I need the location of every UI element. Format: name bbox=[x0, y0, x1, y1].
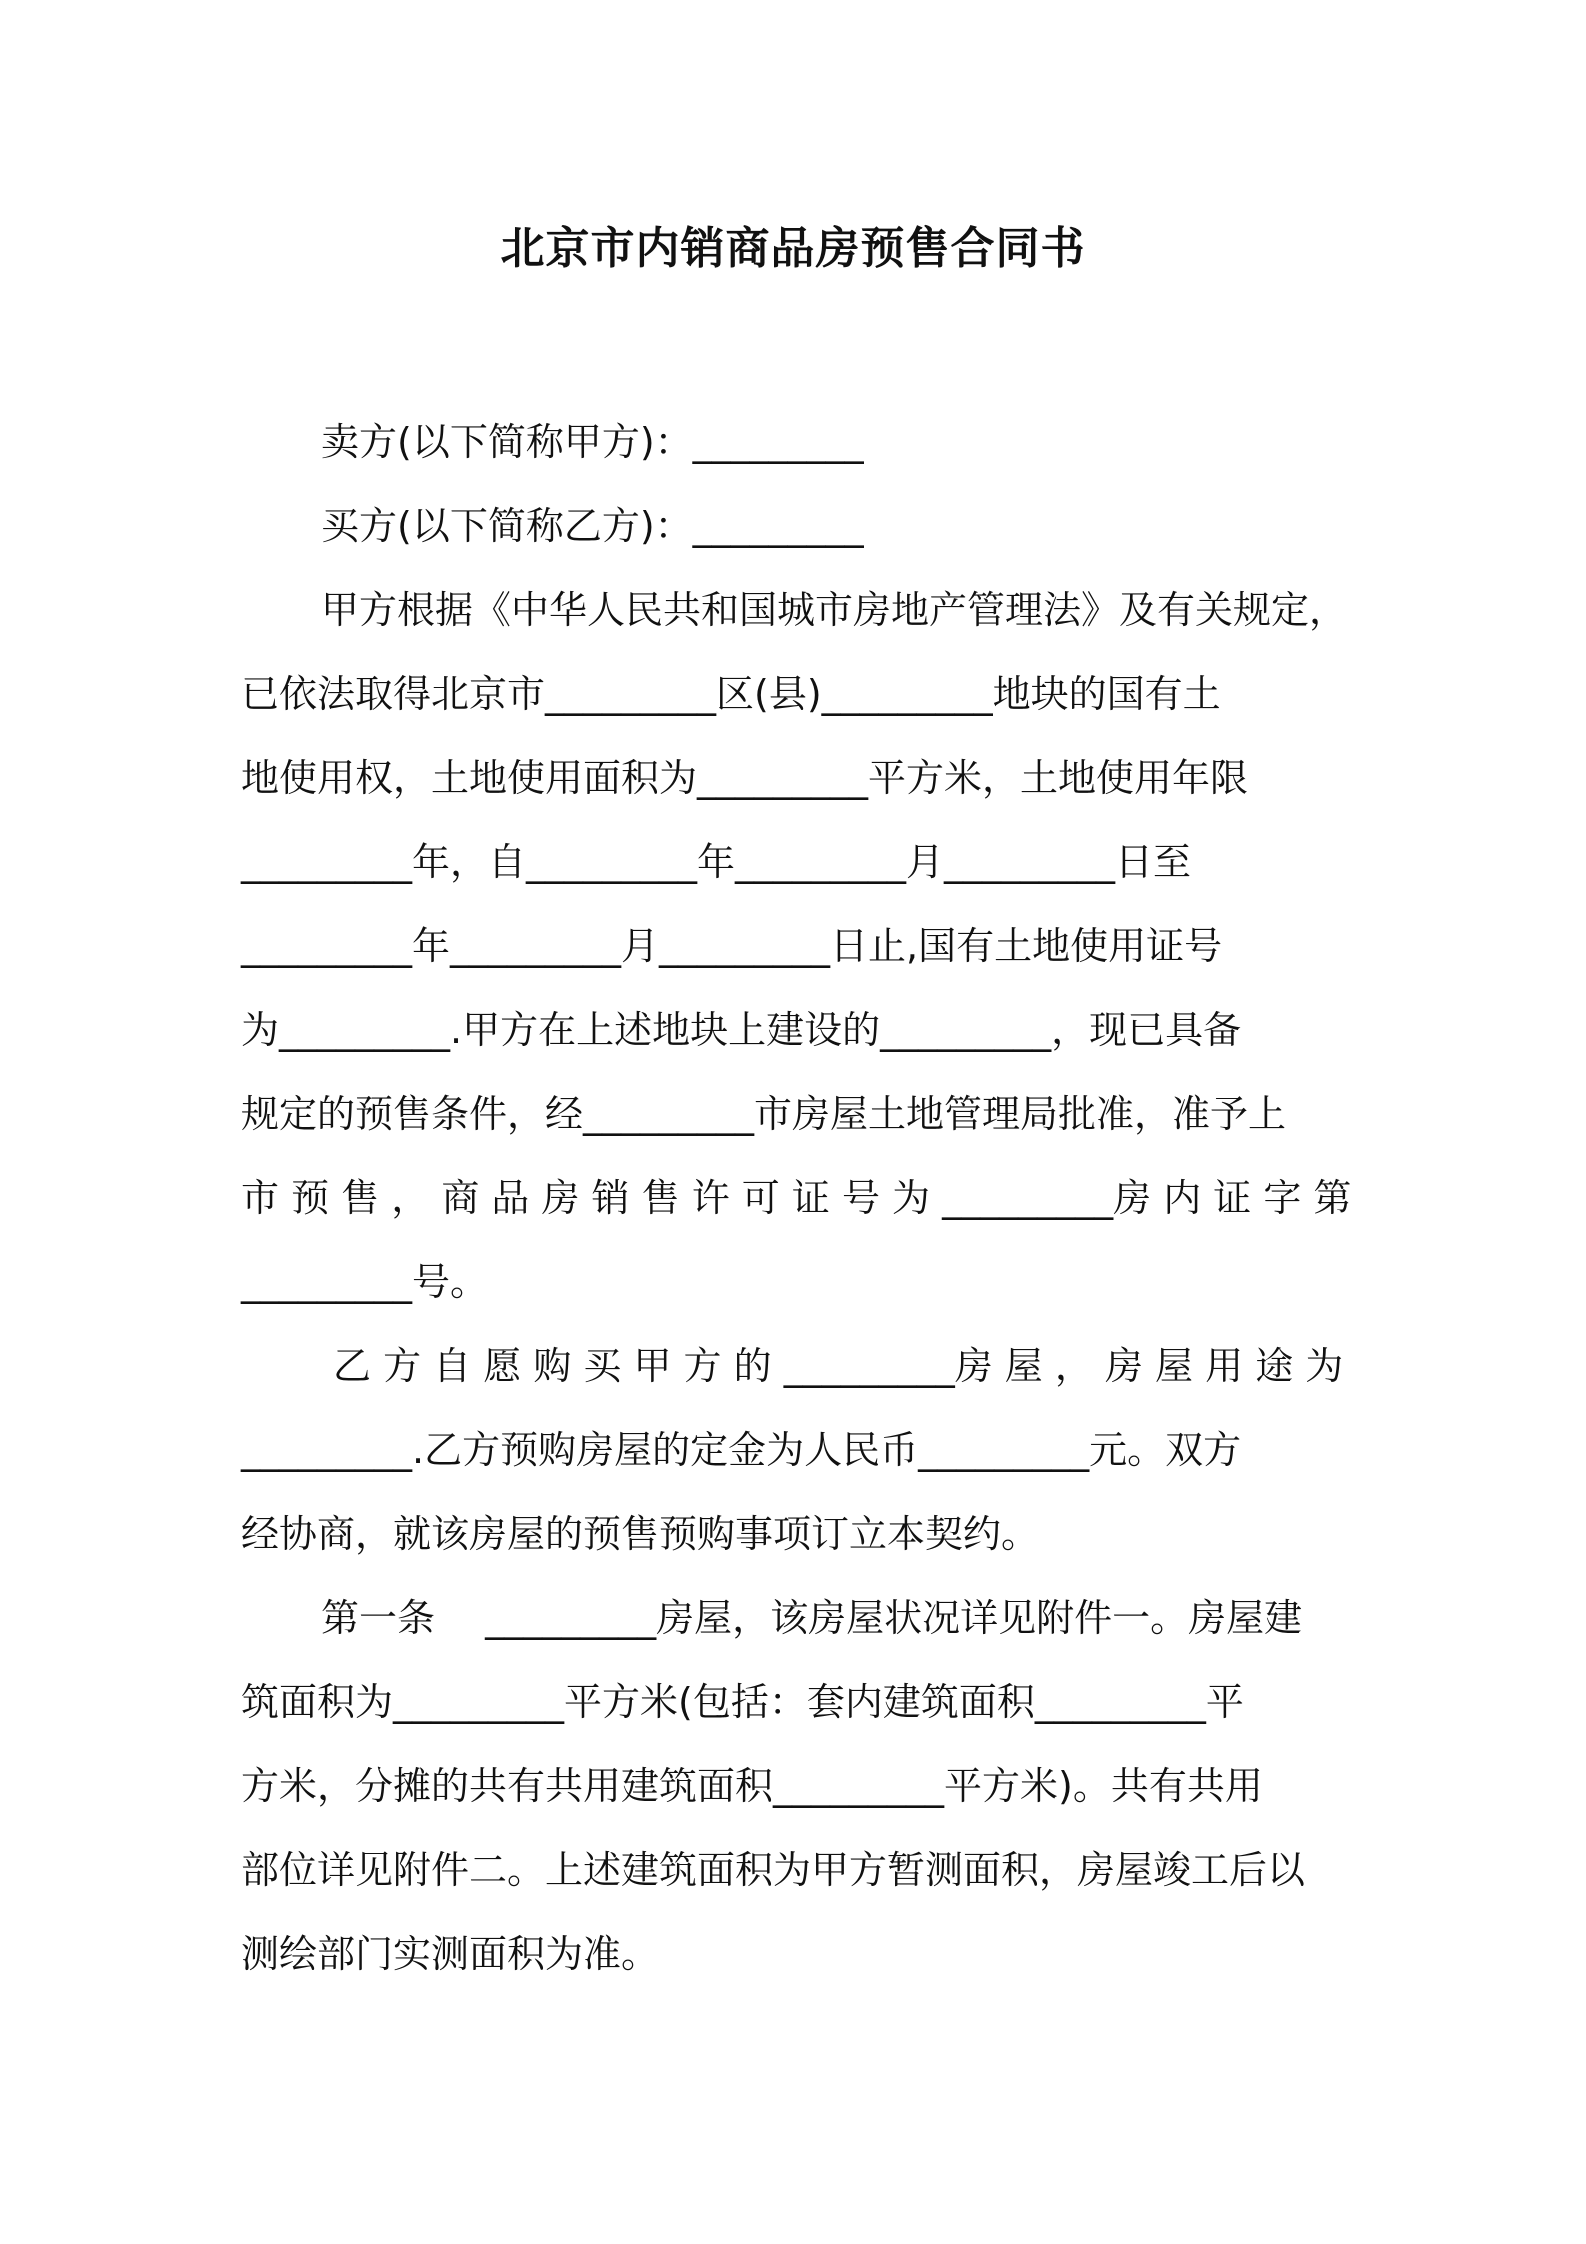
paragraph-line: 规定的预售条件，经_________市房屋土地管理局批准，准予上 bbox=[241, 1092, 1287, 1136]
paragraph-line: 经协商，就该房屋的预售预购事项订立本契约。 bbox=[241, 1512, 1040, 1556]
paragraph-line: 为_________.甲方在上述地块上建设的_________，现已具备 bbox=[241, 1008, 1242, 1052]
seller-line: 卖方(以下简称甲方)：_________ bbox=[321, 420, 864, 464]
paragraph-line: 乙 方 自 愿 购 买 甲 方 的 _________房 屋 ， 房 屋 用 途 为 bbox=[333, 1344, 1344, 1388]
buyer-line: 买方(以下简称乙方)：_________ bbox=[321, 504, 864, 548]
paragraph-line: 已依法取得北京市_________区(县)_________地块的国有土 bbox=[241, 672, 1221, 716]
paragraph-line: _________年，自_________年_________月_________日至 bbox=[241, 840, 1192, 884]
paragraph-line: 市 预 售 ， 商 品 房 销 售 许 可 证 号 为 _________房 内 证 字 第 bbox=[241, 1176, 1352, 1220]
paragraph-line: 筑面积为_________平方米(包括：套内建筑面积_________平 bbox=[241, 1680, 1244, 1724]
paragraph-line: 测绘部门实测面积为准。 bbox=[241, 1932, 660, 1976]
paragraph-line: 甲方根据《中华人民共和国城市房地产管理法》及有关规定， bbox=[321, 588, 1348, 632]
paragraph-line: 部位详见附件二。上述建筑面积为甲方暂测面积，房屋竣工后以 bbox=[241, 1848, 1306, 1892]
article-one-line: 第一条 _________房屋，该房屋状况详见附件一。房屋建 bbox=[321, 1596, 1303, 1640]
document-title: 北京市内销商品房预售合同书 bbox=[500, 223, 1086, 274]
document-body bbox=[241, 400, 1351, 1996]
paragraph-line: _________号。 bbox=[241, 1260, 489, 1304]
paragraph-line: _________年_________月_________日止,国有土地使用证号 bbox=[241, 924, 1223, 968]
paragraph-line: _________.乙方预购房屋的定金为人民币_________元。双方 bbox=[241, 1428, 1242, 1472]
paragraph-line: 地使用权，土地使用面积为_________平方米，土地使用年限 bbox=[241, 756, 1249, 800]
paragraph-line: 方米，分摊的共有共用建筑面积_________平方米)。共有共用 bbox=[241, 1764, 1263, 1808]
